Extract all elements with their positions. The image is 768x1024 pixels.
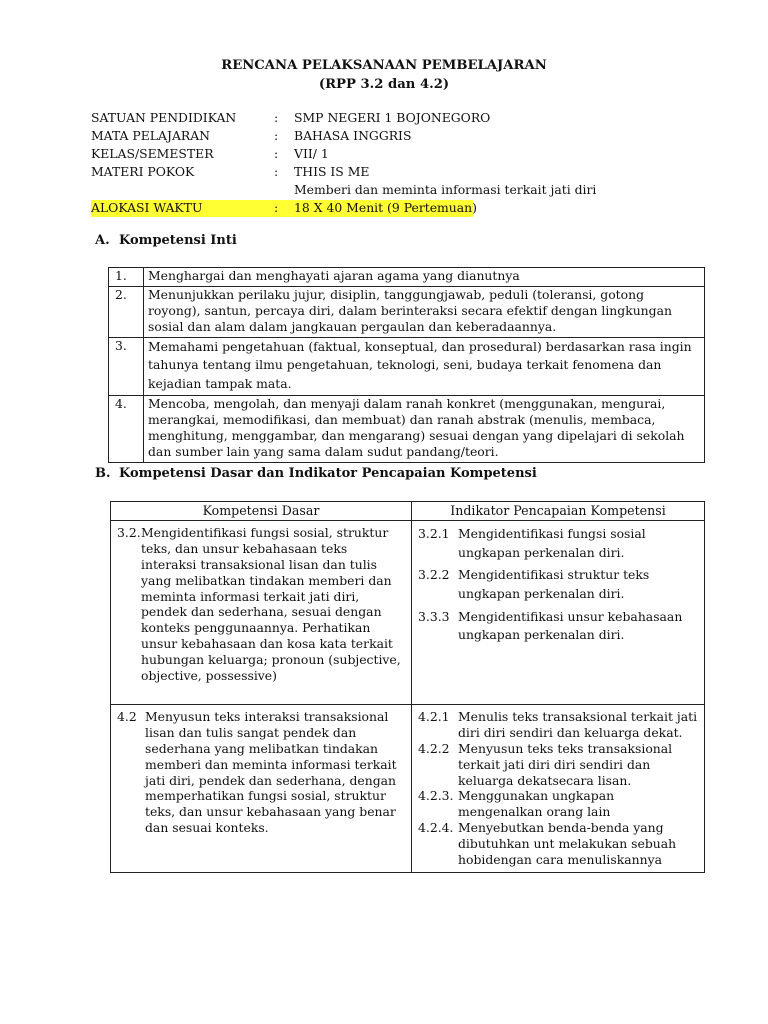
identity-value: THIS IS ME bbox=[294, 164, 370, 179]
identity-label: SATUAN PENDIDIKAN bbox=[91, 110, 237, 125]
indicator-number: 3.2.1 bbox=[418, 526, 450, 542]
row-number: 3. bbox=[109, 337, 144, 396]
identity-label: ALOKASI WAKTU bbox=[91, 200, 203, 215]
indicator-text: Menyusun teks teks transaksional terkait jati diri diri sendiri dan keluarga dekatsecara lisan. bbox=[458, 740, 673, 788]
kd-number: 4.2 bbox=[117, 709, 137, 725]
indicator-item bbox=[418, 709, 698, 741]
identity-row-class bbox=[91, 146, 711, 164]
indicator-text: Menggunakan ungkapan mengenalkan orang lain bbox=[458, 788, 615, 820]
kd-text: Menyusun teks interaksi transaksional lisan dan tulis sangat pendek dan sederhana yang melibatkan tindakan memberi dan meminta informasi terkait jati diri, pendek dan sederhana, dengan memperhatikan fungsi sosial, struktur teks, dan unsur kebahasaan yang benar dan sesuai konteks. bbox=[145, 709, 397, 836]
indicator-text: Menyebutkan benda-benda yang dibutuhkan unt melakukan sebuah hobidengan cara menuliskannya bbox=[458, 820, 677, 867]
table-row bbox=[111, 521, 705, 705]
identity-block bbox=[91, 110, 711, 218]
table-row bbox=[109, 286, 705, 337]
identity-row-subject bbox=[91, 128, 711, 146]
indicator-number: 4.2.1 bbox=[418, 709, 450, 725]
kd-cell bbox=[111, 705, 412, 873]
identity-value: 18 X 40 Menit (9 Pertemuan) bbox=[294, 200, 477, 215]
row-text: Menghargai dan menghayati ajaran agama yang dianutnya bbox=[144, 268, 705, 287]
indicator-item bbox=[418, 525, 698, 562]
indicator-item bbox=[418, 788, 698, 820]
indicator-item bbox=[418, 741, 698, 789]
row-text: Mencoba, mengolah, dan menyaji dalam ranah konkret (menggunakan, mengurai, merangkai, memodifikasi, dan membuat) dan ranah abstrak (menulis, membaca, menghitung, menggambar, dan mengarang) sesuai dengan yang dipelajari di sekolah dan sumber lain yang sama dalam sudut pandang/teori. bbox=[144, 396, 705, 463]
indicator-text: Menulis teks transaksional terkait jati diri diri sendiri dan keluarga dekat. bbox=[458, 709, 698, 740]
kd-cell bbox=[111, 521, 412, 705]
identity-label: KELAS/SEMESTER bbox=[91, 146, 214, 161]
indicator-number: 4.2.2 bbox=[418, 740, 450, 756]
ipk-cell bbox=[412, 521, 705, 705]
row-text: Memahami pengetahuan (faktual, konseptual, dan prosedural) berdasarkan rasa ingin tahunya tentang ilmu pengetahuan, teknologi, seni, budaya terkait fenomena dan kejadian tampak mata. bbox=[144, 337, 705, 396]
indicator-number: 3.3.3 bbox=[418, 608, 450, 624]
row-number: 1. bbox=[109, 268, 144, 287]
kd-item bbox=[117, 525, 405, 684]
ipk-cell bbox=[412, 705, 705, 873]
kd-number: 3.2. bbox=[117, 525, 141, 541]
indicator-text: Mengidentifikasi struktur teks ungkapan perkenalan diri. bbox=[458, 567, 650, 601]
section-title: Kompetensi Dasar dan Indikator Pencapaian Kompetensi bbox=[119, 466, 537, 481]
section-b-heading bbox=[95, 466, 537, 483]
table-row bbox=[111, 705, 705, 873]
indicator-item bbox=[418, 608, 698, 645]
identity-colon: : bbox=[274, 200, 279, 215]
identity-colon: : bbox=[274, 146, 279, 161]
section-a-heading bbox=[95, 233, 237, 250]
identity-value: VII/ 1 bbox=[294, 146, 329, 161]
indicator-item bbox=[418, 566, 698, 603]
kd-text: Mengidentifikasi fungsi sosial, struktur teks, dan unsur kebahasaan teks interaksi transaksional lisan dan tulis yang melibatkan tindakan memberi dan meminta informasi terkait jati diri, pendek dan sederhana, sesuai dengan konteks penggunaannya. Perhatikan unsur kebahasaan dan kosa kata terkait hubungan keluarga; pronoun (subjective, objective, possessive) bbox=[141, 525, 401, 683]
identity-value: Memberi dan meminta informasi terkait jati diri bbox=[294, 182, 597, 197]
identity-row-topic bbox=[91, 164, 711, 182]
kompetensi-dasar-table bbox=[110, 501, 705, 873]
section-letter: B. bbox=[95, 466, 111, 481]
identity-label: MATERI POKOK bbox=[91, 164, 195, 179]
indicator-number: 4.2.3. bbox=[418, 788, 454, 804]
section-letter: A. bbox=[95, 233, 110, 248]
header-kd: Kompetensi Dasar bbox=[111, 502, 412, 521]
row-number: 2. bbox=[109, 286, 144, 337]
kd-item bbox=[117, 709, 405, 836]
indicator-number: 4.2.4. bbox=[418, 820, 454, 836]
indicator-item bbox=[418, 820, 698, 868]
row-number: 4. bbox=[109, 396, 144, 463]
indicator-text: Mengidentifikasi unsur kebahasaan ungkapan perkenalan diri. bbox=[458, 608, 683, 643]
identity-label: MATA PELAJARAN bbox=[91, 128, 211, 143]
indicator-number: 3.2.2 bbox=[418, 567, 450, 583]
identity-colon: : bbox=[274, 164, 279, 179]
identity-value: BAHASA INGGRIS bbox=[294, 128, 412, 143]
indicator-text: Mengidentifikasi fungsi sosial ungkapan perkenalan diri. bbox=[458, 526, 646, 560]
table-row bbox=[109, 337, 705, 396]
identity-row-school bbox=[91, 110, 711, 128]
kompetensi-inti-table bbox=[108, 267, 705, 463]
table-row bbox=[109, 268, 705, 287]
table-row bbox=[109, 396, 705, 463]
row-text: Menunjukkan perilaku jujur, disiplin, tanggungjawab, peduli (toleransi, gotong royong), santun, percaya diri, dalam berinteraksi secara efektif dengan lingkungan sosial dan alam dalam jangkauan pergaulan dan keberadaannya. bbox=[144, 286, 705, 337]
identity-row-topic-detail bbox=[91, 182, 711, 200]
identity-value: SMP NEGERI 1 BOJONEGORO bbox=[294, 110, 491, 125]
identity-colon: : bbox=[274, 128, 279, 143]
identity-row-time bbox=[91, 200, 711, 218]
identity-colon: : bbox=[274, 110, 279, 125]
document-subtitle: (RPP 3.2 dan 4.2) bbox=[318, 77, 450, 92]
document-title: RENCANA PELAKSANAAN PEMBELAJARAN bbox=[221, 58, 547, 73]
table-header-row bbox=[111, 502, 705, 521]
header-ipk: Indikator Pencapaian Kompetensi bbox=[412, 502, 705, 521]
section-title: Kompetensi Inti bbox=[119, 233, 237, 248]
